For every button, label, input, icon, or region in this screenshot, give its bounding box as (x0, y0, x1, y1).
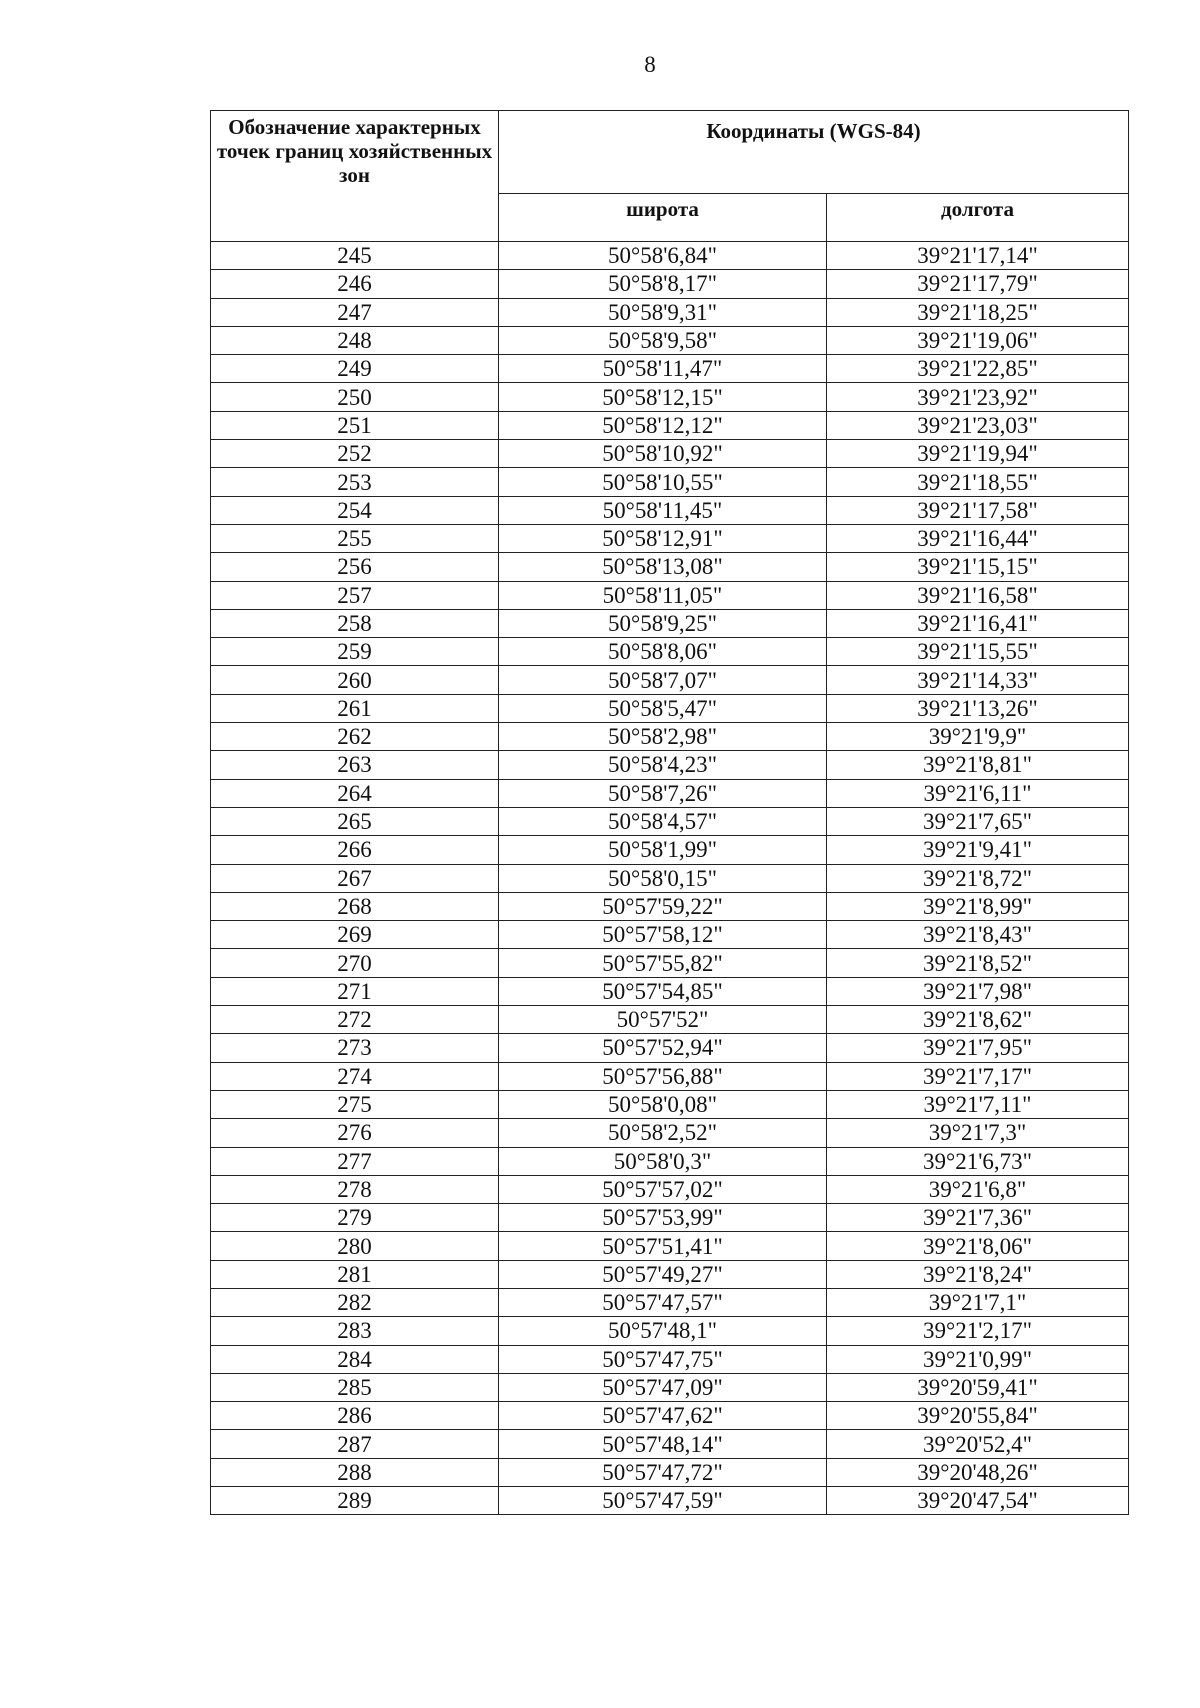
table-row (211, 270, 1129, 298)
longitude-cell: 39°21'9,9" (827, 723, 1129, 751)
point-id-cell: 249 (211, 355, 499, 383)
latitude-cell: 50°58'12,91" (499, 524, 827, 552)
longitude-cell: 39°21'7,95" (827, 1034, 1129, 1062)
point-id-cell: 284 (211, 1345, 499, 1373)
table-row (211, 383, 1129, 411)
point-id-cell: 255 (211, 524, 499, 552)
point-id-cell: 251 (211, 411, 499, 439)
longitude-cell: 39°20'47,54" (827, 1487, 1129, 1515)
point-id-cell: 272 (211, 1006, 499, 1034)
point-id-cell: 281 (211, 1260, 499, 1288)
table-row (211, 751, 1129, 779)
table-row (211, 921, 1129, 949)
point-id-cell: 287 (211, 1430, 499, 1458)
table-row (211, 1402, 1129, 1430)
latitude-cell: 50°58'10,55" (499, 468, 827, 496)
latitude-cell: 50°57'47,62" (499, 1402, 827, 1430)
latitude-cell: 50°57'59,22" (499, 892, 827, 920)
latitude-cell: 50°57'48,14" (499, 1430, 827, 1458)
point-id-cell: 252 (211, 440, 499, 468)
longitude-cell: 39°21'7,17" (827, 1062, 1129, 1090)
point-id-cell: 278 (211, 1175, 499, 1203)
point-id-cell: 279 (211, 1204, 499, 1232)
table-row (211, 779, 1129, 807)
point-id-cell: 248 (211, 326, 499, 354)
longitude-cell: 39°21'17,58" (827, 496, 1129, 524)
latitude-cell: 50°58'11,45" (499, 496, 827, 524)
longitude-cell: 39°21'7,98" (827, 977, 1129, 1005)
point-id-cell: 271 (211, 977, 499, 1005)
latitude-cell: 50°58'1,99" (499, 836, 827, 864)
table-row (211, 326, 1129, 354)
point-id-cell: 245 (211, 242, 499, 270)
table-row (211, 836, 1129, 864)
point-id-cell: 283 (211, 1317, 499, 1345)
longitude-cell: 39°21'23,92" (827, 383, 1129, 411)
table-body (211, 242, 1129, 1515)
table-row (211, 581, 1129, 609)
point-id-cell: 282 (211, 1288, 499, 1316)
table-row (211, 609, 1129, 637)
table-row (211, 298, 1129, 326)
table-row (211, 1119, 1129, 1147)
latitude-cell: 50°57'58,12" (499, 921, 827, 949)
table-row (211, 638, 1129, 666)
longitude-cell: 39°21'18,25" (827, 298, 1129, 326)
latitude-cell: 50°58'7,07" (499, 666, 827, 694)
table-row (211, 1458, 1129, 1486)
longitude-cell: 39°21'8,62" (827, 1006, 1129, 1034)
table-row (211, 1373, 1129, 1401)
point-id-cell: 246 (211, 270, 499, 298)
table-row (211, 355, 1129, 383)
table-row (211, 411, 1129, 439)
longitude-cell: 39°21'6,8" (827, 1175, 1129, 1203)
table-row (211, 1147, 1129, 1175)
point-id-cell: 275 (211, 1090, 499, 1118)
longitude-cell: 39°21'15,55" (827, 638, 1129, 666)
longitude-cell: 39°21'8,24" (827, 1260, 1129, 1288)
latitude-cell: 50°57'52,94" (499, 1034, 827, 1062)
latitude-cell: 50°58'11,47" (499, 355, 827, 383)
longitude-cell: 39°21'8,06" (827, 1232, 1129, 1260)
latitude-cell: 50°58'4,57" (499, 807, 827, 835)
point-id-cell: 270 (211, 949, 499, 977)
latitude-cell: 50°57'47,57" (499, 1288, 827, 1316)
table-row (211, 1090, 1129, 1118)
latitude-cell: 50°58'2,52" (499, 1119, 827, 1147)
point-id-cell: 266 (211, 836, 499, 864)
longitude-cell: 39°21'7,36" (827, 1204, 1129, 1232)
longitude-cell: 39°21'8,52" (827, 949, 1129, 977)
longitude-cell: 39°20'48,26" (827, 1458, 1129, 1486)
latitude-cell: 50°57'47,75" (499, 1345, 827, 1373)
latitude-cell: 50°58'9,25" (499, 609, 827, 637)
table-row (211, 524, 1129, 552)
latitude-cell: 50°58'8,06" (499, 638, 827, 666)
longitude-cell: 39°21'7,1" (827, 1288, 1129, 1316)
point-id-cell: 257 (211, 581, 499, 609)
longitude-cell: 39°21'6,73" (827, 1147, 1129, 1175)
longitude-cell: 39°21'8,99" (827, 892, 1129, 920)
point-id-cell: 277 (211, 1147, 499, 1175)
table-row (211, 1288, 1129, 1316)
latitude-cell: 50°58'0,15" (499, 864, 827, 892)
point-id-cell: 247 (211, 298, 499, 326)
point-id-cell: 264 (211, 779, 499, 807)
longitude-cell: 39°21'23,03" (827, 411, 1129, 439)
point-id-cell: 274 (211, 1062, 499, 1090)
table-row (211, 723, 1129, 751)
table-row (211, 1487, 1129, 1515)
table-row (211, 1345, 1129, 1373)
latitude-cell: 50°58'11,05" (499, 581, 827, 609)
point-id-cell: 268 (211, 892, 499, 920)
latitude-header: широта (499, 194, 827, 242)
longitude-cell: 39°20'55,84" (827, 1402, 1129, 1430)
latitude-cell: 50°58'6,84" (499, 242, 827, 270)
point-id-cell: 262 (211, 723, 499, 751)
coordinates-table (210, 110, 1129, 1515)
latitude-cell: 50°58'12,12" (499, 411, 827, 439)
table-row (211, 1430, 1129, 1458)
point-id-cell: 258 (211, 609, 499, 637)
latitude-cell: 50°58'12,15" (499, 383, 827, 411)
page-number: 8 (644, 52, 656, 77)
longitude-cell: 39°21'7,3" (827, 1119, 1129, 1147)
longitude-cell: 39°21'2,17" (827, 1317, 1129, 1345)
latitude-cell: 50°58'13,08" (499, 553, 827, 581)
point-id-cell: 285 (211, 1373, 499, 1401)
table-row (211, 553, 1129, 581)
longitude-cell: 39°21'8,72" (827, 864, 1129, 892)
table-row (211, 949, 1129, 977)
latitude-cell: 50°57'53,99" (499, 1204, 827, 1232)
latitude-cell: 50°57'48,1" (499, 1317, 827, 1345)
longitude-cell: 39°21'17,79" (827, 270, 1129, 298)
latitude-cell: 50°58'0,08" (499, 1090, 827, 1118)
coordinates-table-wrapper (210, 110, 1128, 1515)
table-row (211, 468, 1129, 496)
point-id-cell: 273 (211, 1034, 499, 1062)
longitude-cell: 39°21'16,58" (827, 581, 1129, 609)
longitude-cell: 39°21'9,41" (827, 836, 1129, 864)
latitude-cell: 50°57'52" (499, 1006, 827, 1034)
longitude-cell: 39°21'19,06" (827, 326, 1129, 354)
latitude-cell: 50°57'47,09" (499, 1373, 827, 1401)
latitude-cell: 50°58'7,26" (499, 779, 827, 807)
table-row (211, 807, 1129, 835)
longitude-cell: 39°21'7,65" (827, 807, 1129, 835)
point-id-cell: 260 (211, 666, 499, 694)
point-id-cell: 288 (211, 1458, 499, 1486)
longitude-cell: 39°21'6,11" (827, 779, 1129, 807)
latitude-cell: 50°57'57,02" (499, 1175, 827, 1203)
table-row (211, 1204, 1129, 1232)
longitude-cell: 39°21'18,55" (827, 468, 1129, 496)
latitude-cell: 50°57'56,88" (499, 1062, 827, 1090)
point-id-cell: 280 (211, 1232, 499, 1260)
latitude-cell: 50°57'55,82" (499, 949, 827, 977)
table-row (211, 977, 1129, 1005)
table-row (211, 242, 1129, 270)
longitude-cell: 39°21'16,41" (827, 609, 1129, 637)
latitude-cell: 50°58'0,3" (499, 1147, 827, 1175)
point-id-cell: 253 (211, 468, 499, 496)
point-id-cell: 267 (211, 864, 499, 892)
latitude-cell: 50°58'9,31" (499, 298, 827, 326)
point-id-cell: 250 (211, 383, 499, 411)
longitude-cell: 39°21'7,11" (827, 1090, 1129, 1118)
point-id-cell: 263 (211, 751, 499, 779)
table-row (211, 1232, 1129, 1260)
table-row (211, 496, 1129, 524)
table-row (211, 1317, 1129, 1345)
longitude-cell: 39°20'52,4" (827, 1430, 1129, 1458)
latitude-cell: 50°57'49,27" (499, 1260, 827, 1288)
latitude-cell: 50°58'10,92" (499, 440, 827, 468)
longitude-cell: 39°21'19,94" (827, 440, 1129, 468)
point-id-cell: 269 (211, 921, 499, 949)
table-row (211, 1062, 1129, 1090)
point-id-cell: 261 (211, 694, 499, 722)
longitude-cell: 39°21'13,26" (827, 694, 1129, 722)
latitude-cell: 50°58'4,23" (499, 751, 827, 779)
point-id-cell: 259 (211, 638, 499, 666)
table-row (211, 666, 1129, 694)
longitude-cell: 39°21'16,44" (827, 524, 1129, 552)
coordinates-group-header: Координаты (WGS-84) (499, 111, 1129, 194)
longitude-cell: 39°21'17,14" (827, 242, 1129, 270)
latitude-cell: 50°58'5,47" (499, 694, 827, 722)
longitude-cell: 39°21'8,43" (827, 921, 1129, 949)
point-id-cell: 256 (211, 553, 499, 581)
table-row (211, 1006, 1129, 1034)
longitude-cell: 39°21'0,99" (827, 1345, 1129, 1373)
latitude-cell: 50°57'47,59" (499, 1487, 827, 1515)
table-row (211, 440, 1129, 468)
point-id-cell: 254 (211, 496, 499, 524)
longitude-header: долгота (827, 194, 1129, 242)
table-row (211, 892, 1129, 920)
point-id-cell: 265 (211, 807, 499, 835)
longitude-cell: 39°21'22,85" (827, 355, 1129, 383)
point-id-cell: 276 (211, 1119, 499, 1147)
latitude-cell: 50°58'8,17" (499, 270, 827, 298)
latitude-cell: 50°58'2,98" (499, 723, 827, 751)
point-label-header: Обозначение характерных точек границ хозяйственных зон (211, 111, 499, 242)
point-id-cell: 289 (211, 1487, 499, 1515)
latitude-cell: 50°57'51,41" (499, 1232, 827, 1260)
longitude-cell: 39°21'15,15" (827, 553, 1129, 581)
table-row (211, 1175, 1129, 1203)
latitude-cell: 50°57'54,85" (499, 977, 827, 1005)
longitude-cell: 39°21'14,33" (827, 666, 1129, 694)
table-header (211, 111, 1129, 242)
longitude-cell: 39°20'59,41" (827, 1373, 1129, 1401)
table-row (211, 694, 1129, 722)
table-row (211, 1260, 1129, 1288)
point-id-cell: 286 (211, 1402, 499, 1430)
table-row (211, 1034, 1129, 1062)
latitude-cell: 50°58'9,58" (499, 326, 827, 354)
longitude-cell: 39°21'8,81" (827, 751, 1129, 779)
table-row (211, 864, 1129, 892)
latitude-cell: 50°57'47,72" (499, 1458, 827, 1486)
